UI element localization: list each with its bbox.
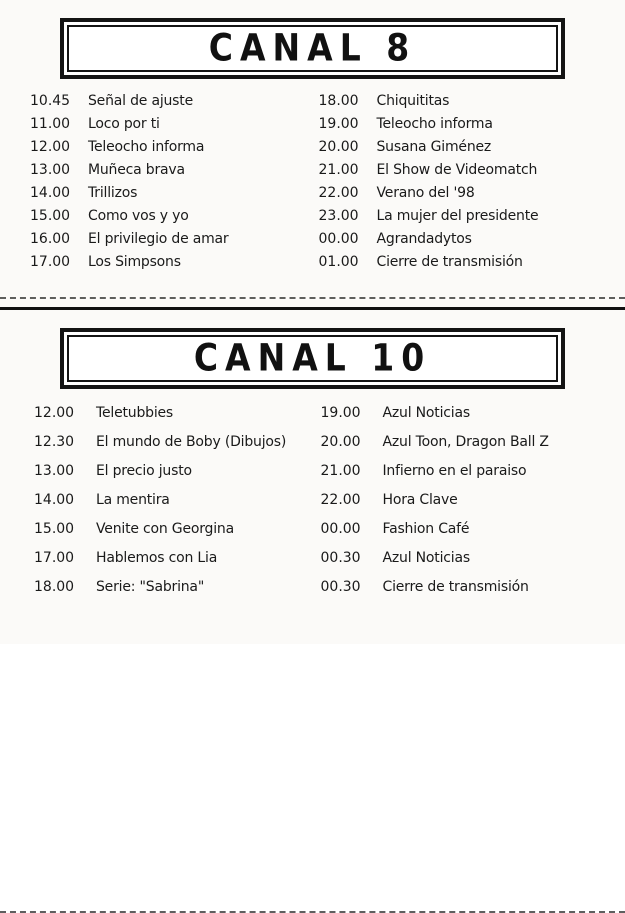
listing-canal-10 [0,389,625,608]
program-title: Loco por ti [88,116,160,132]
listing-row [319,162,596,178]
program-time: 19.00 [318,116,359,132]
program-time: 12.00 [30,139,71,155]
listing-row [321,579,596,595]
listing-column-left-canal-10 [34,405,315,608]
program-time: 17.00 [30,254,71,270]
channel-banner-outer-2 [60,328,565,389]
program-title: Teleocho informa [88,139,205,155]
program-time: 13.00 [34,463,75,479]
listing-row [321,521,596,537]
program-time: 20.00 [318,139,359,155]
listing-column-right-canal-8 [313,93,596,277]
listing-row [321,550,596,566]
program-time: 20.00 [320,434,361,450]
program-time: 17.00 [34,550,75,566]
listing-row [319,116,596,132]
listing-row [34,550,307,566]
program-title: Venite con Georgina [96,521,234,537]
program-time: 18.00 [34,579,75,595]
program-title: El precio justo [96,463,192,479]
listing-row [34,405,307,421]
channel-banner-inner-1 [67,25,558,72]
program-title: Verano del '98 [376,185,475,201]
program-time: 10.45 [30,93,71,109]
program-title: Teleocho informa [376,116,493,132]
channel-banner-outer-1 [60,18,565,79]
listing-row [34,521,307,537]
listing-row [30,231,305,247]
program-title: Azul Toon, Dragon Ball Z [382,434,549,450]
program-time: 22.00 [318,185,359,201]
listing-row [319,93,596,109]
listing-row [34,579,307,595]
channel-banner-wrap-1 [0,0,625,79]
program-title: Azul Noticias [382,405,470,421]
program-time: 14.00 [30,185,71,201]
program-time: 13.00 [30,162,71,178]
program-title: Los Simpsons [88,254,181,270]
listing-row [30,93,305,109]
program-title: Señal de ajuste [88,93,193,109]
listing-row [30,162,305,178]
program-title: Cierre de transmisión [382,579,529,595]
program-title: Azul Noticias [382,550,470,566]
program-time: 19.00 [320,405,361,421]
program-time: 21.00 [320,463,361,479]
program-title: La mentira [96,492,170,508]
listing-row [319,139,596,155]
cut-line-divider [0,297,625,299]
listing-row [321,492,596,508]
program-time: 11.00 [30,116,71,132]
listing-canal-8 [0,79,625,277]
listing-column-right-canal-10 [315,405,596,608]
program-title: Como vos y yo [88,208,189,224]
listing-row [30,139,305,155]
channel-banner-wrap-2 [0,310,625,389]
program-time: 12.00 [34,405,75,421]
listing-row [30,116,305,132]
program-title: Fashion Café [382,521,470,537]
program-time: 18.00 [318,93,359,109]
listing-row [321,434,596,450]
listing-row [30,185,305,201]
program-title: El Show de Videomatch [376,162,538,178]
program-title: La mujer del presidente [376,208,539,224]
program-title: Chiquititas [376,93,450,109]
listing-row [319,231,596,247]
program-title: Hablemos con Lia [96,550,218,566]
program-title: Trillizos [88,185,138,201]
program-title: Susana Giménez [376,139,492,155]
listing-row [319,254,596,270]
program-time: 00.30 [320,550,361,566]
program-time: 01.00 [318,254,359,270]
channel-banner-inner-2 [67,335,558,382]
listing-row [319,185,596,201]
listing-column-left-canal-8 [30,93,313,277]
program-title: El privilegio de amar [88,231,229,247]
program-time: 15.00 [30,208,71,224]
program-time: 15.00 [34,521,75,537]
listing-row [34,492,307,508]
program-time: 00.00 [318,231,359,247]
program-time: 22.00 [320,492,361,508]
program-time: 21.00 [318,162,359,178]
program-title: Infierno en el paraiso [382,463,527,479]
listing-row [34,463,307,479]
program-title: El mundo de Boby (Dibujos) [96,434,287,450]
channel-title-canal-8: CANAL 8 [208,25,417,70]
program-time: 16.00 [30,231,71,247]
program-time: 23.00 [318,208,359,224]
channel-title-canal-10: CANAL 10 [193,335,432,380]
listing-row [34,434,307,450]
program-time: 00.00 [320,521,361,537]
listing-row [30,254,305,270]
listing-row [30,208,305,224]
program-title: Serie: "Sabrina" [96,579,205,595]
program-time: 12.30 [34,434,75,450]
channel-block-canal-8 [0,0,625,310]
listing-row [321,405,596,421]
program-title: Hora Clave [382,492,458,508]
channel-block-canal-10 [0,310,625,644]
program-title: Muñeca brava [88,162,185,178]
listing-row [319,208,596,224]
program-title: Cierre de transmisión [376,254,523,270]
program-time: 00.30 [320,579,361,595]
program-time: 14.00 [34,492,75,508]
program-title: Agrandadytos [376,231,472,247]
listing-row [321,463,596,479]
program-title: Teletubbies [96,405,174,421]
